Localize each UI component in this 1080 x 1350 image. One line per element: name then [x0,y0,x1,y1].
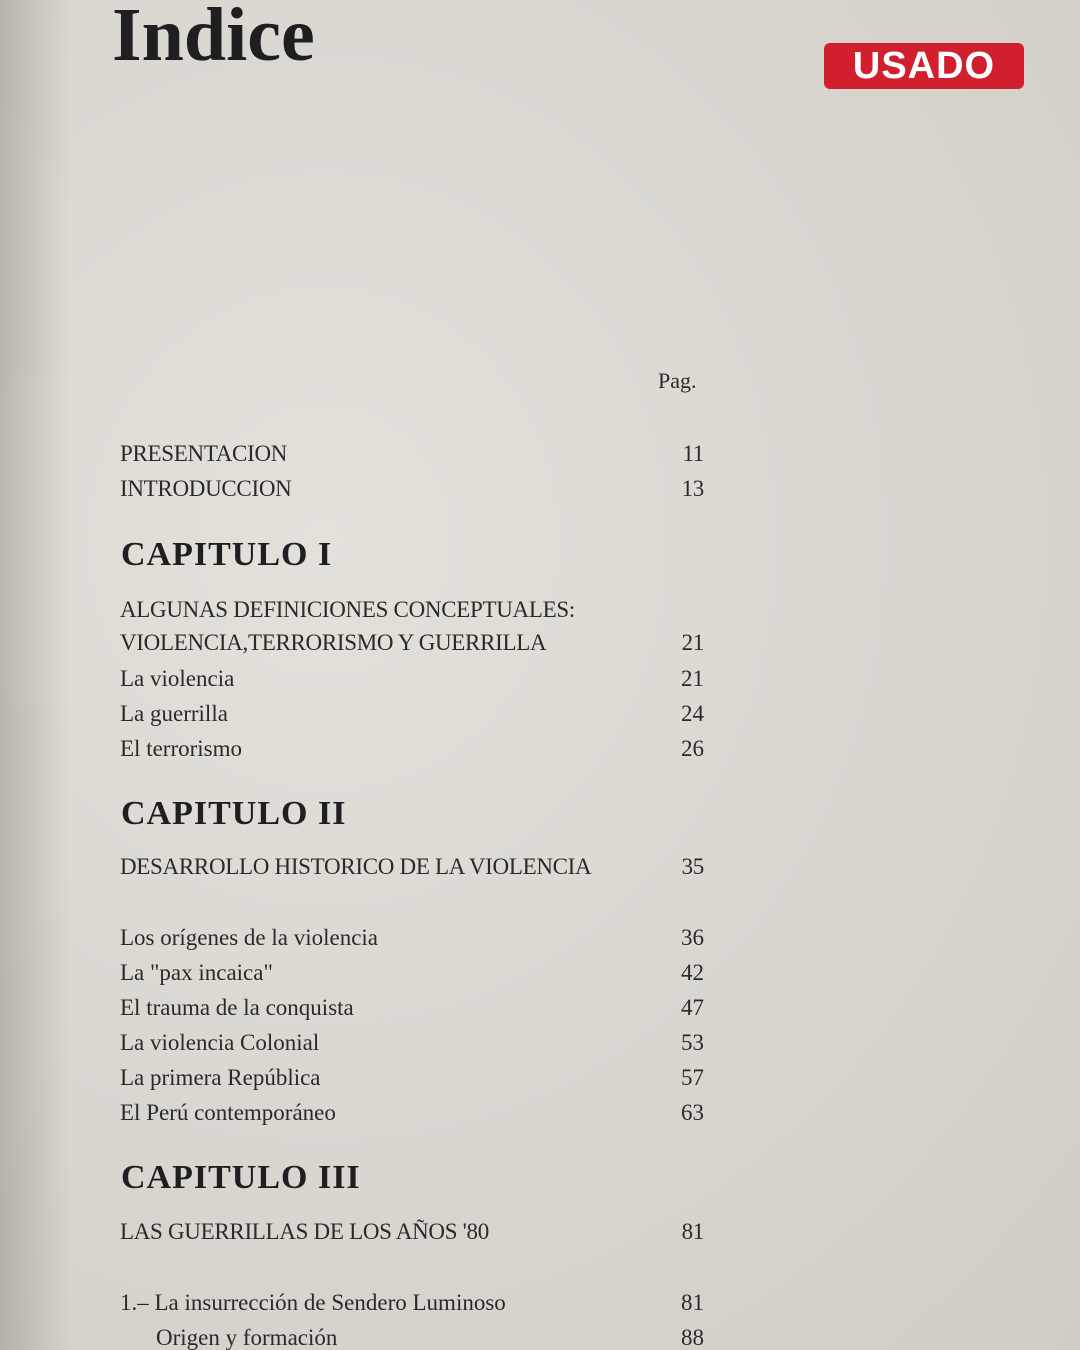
toc-entry-title: PRESENTACION [120,441,288,466]
toc-entry-title: INTRODUCCION [120,476,292,501]
toc-entry [120,1287,710,1319]
toc-entry-page: 24 [681,701,704,726]
toc-entry [120,438,710,470]
toc-entry-title: La guerrilla [120,701,228,726]
toc-entry-title: 1.– La insurrección de Sendero Luminoso [120,1290,506,1315]
toc-entry-page: 26 [681,736,704,761]
toc-entry [120,1322,710,1350]
chapter-heading-1: CAPITULO I [121,536,333,573]
toc-entry-title: El Perú contemporáneo [120,1100,336,1125]
toc-entry-page: 35 [681,854,704,879]
toc-entry-title: Origen y formación [156,1325,338,1350]
used-badge: USADO [824,43,1024,89]
toc-entry-title: El terrorismo [120,736,242,761]
toc-entry-title: LAS GUERRILLAS DE LOS AÑOS '80 [120,1219,489,1244]
toc-entry-title: VIOLENCIA,TERRORISMO Y GUERRILLA [120,630,547,655]
toc-entry-page: 21 [681,630,704,655]
toc-entry-title: ALGUNAS DEFINICIONES CONCEPTUALES: [120,597,575,622]
page-title: Indice [112,0,315,77]
toc-entry-page: 21 [681,666,704,691]
toc-entry-page: 63 [681,1100,704,1125]
toc-entry [120,1062,710,1094]
toc-entry-page: 36 [681,925,704,950]
toc-entry [120,663,710,695]
toc-entry-page: 88 [681,1325,704,1350]
toc-entry-page: 81 [681,1290,704,1315]
toc-entry [120,922,710,954]
toc-entry [120,1097,710,1129]
page-column-header: Pag. [658,368,697,393]
toc-entry-page: 81 [681,1219,704,1244]
toc-entry-title: La "pax incaica" [120,960,273,985]
toc-entry [120,992,710,1024]
toc-entry [120,1027,710,1059]
toc-entry-title: La violencia Colonial [120,1030,320,1055]
toc-entry-title: La violencia [120,666,235,691]
toc-entry-title: El trauma de la conquista [120,995,354,1020]
toc-entry [120,594,710,626]
toc-entry [120,733,710,765]
toc-entry-page: 57 [681,1065,704,1090]
toc-entry [120,851,710,883]
toc-entry [120,627,710,659]
toc-entry-page: 11 [682,441,704,466]
toc-entry [120,957,710,989]
toc-entry [120,1216,710,1248]
toc-entry-title: Los orígenes de la violencia [120,925,379,950]
toc-entry [120,698,710,730]
toc-entry [120,473,710,505]
chapter-heading-2: CAPITULO II [121,795,347,832]
chapter-heading-3: CAPITULO III [121,1159,361,1196]
toc-entry-page: 53 [681,1030,704,1055]
toc-entry-page: 42 [681,960,704,985]
toc-entry-title: La primera República [120,1065,321,1090]
gutter-shadow [0,0,70,1350]
toc-entry-title: DESARROLLO HISTORICO DE LA VIOLENCIA [120,854,592,879]
toc-entry-page: 47 [681,995,704,1020]
toc-entry-page: 13 [681,476,704,501]
